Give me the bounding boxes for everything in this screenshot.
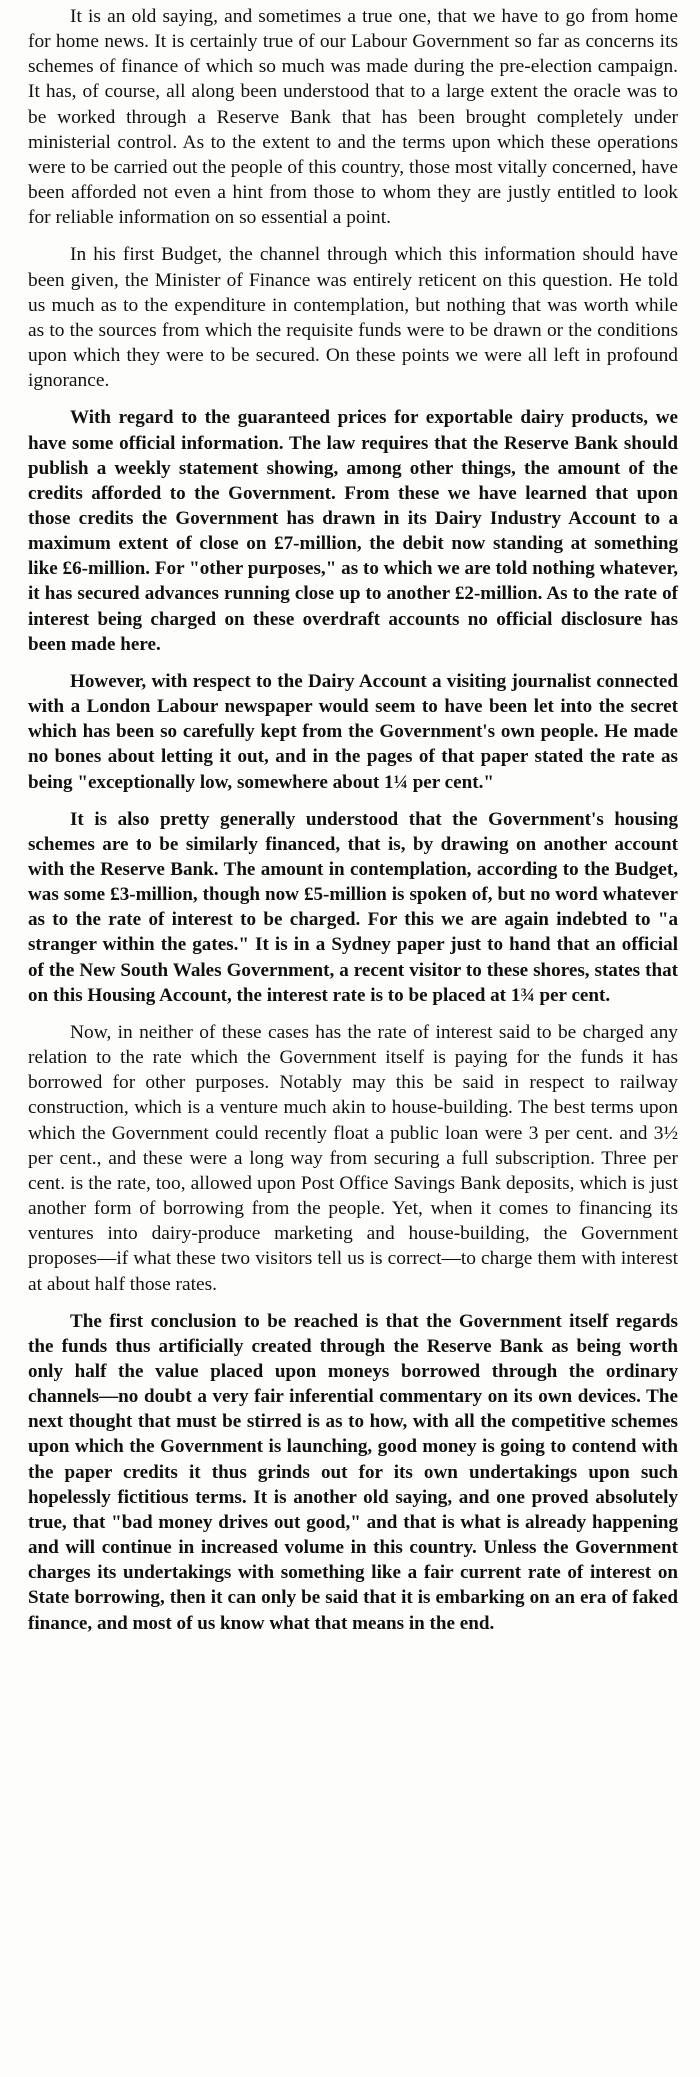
paragraph-4: However, with respect to the Dairy Account a visiting journalist connected with a London Labour newspaper would seem to have been let into the secret which has been so carefully kept from the Government's own people. He made no bones about letting it out, and in the pages of that paper stated the rate as being "exceptionally low, somewhere about 1¼ per cent." [28, 670, 678, 793]
paragraph-3: With regard to the guaranteed prices for exportable dairy products, we have some official information. The law requires that the Reserve Bank should publish a weekly statement showing, among other things, the amount of the credits afforded to the Government. From these we have learned that upon those credits the Government has drawn in its Dairy Industry Account to a maximum extent of close on £7-million, the debit now standing at something like £6-million. For "other purposes," as to which we are told nothing whatever, it has secured advances running close up to another £2-million. As to the rate of interest being charged on these overdraft accounts no official disclosure has been made here. [28, 407, 678, 655]
article-column [28, 4, 678, 1636]
paragraph-7: The first conclusion to be reached is that the Government itself regards the funds thus artificially created through the Reserve Bank as being worth only half the value placed upon moneys borrowed through the ordinary channels—no doubt a very fair inferential commentary on its own devices. The next thought that must be stirred is as to how, with all the competitive schemes upon which the Government is launching, good money is going to contend with the paper credits it thus grinds out for its own undertakings upon such hopelessly fictitious terms. It is another old saying, and one proved absolutely true, that "bad money drives out good," and that is what is already happening and will continue in increased volume in this country. Unless the Government charges its undertakings with something like a fair current rate of interest on State borrowing, then it can only be said that it is embarking on an era of faked finance, and most of us know what that means in the end. [28, 1310, 678, 1634]
paragraph-6: Now, in neither of these cases has the rate of interest said to be charged any relation to the rate which the Government itself is paying for the funds it has borrowed for other purposes. Notably may this be said in respect to railway construction, which is a venture much akin to house-building. The best terms upon which the Government could recently float a public loan were 3 per cent. and 3½ per cent., and these were a long way from securing a full subscription. Three per cent. is the rate, too, allowed upon Post Office Savings Bank deposits, which is just another form of borrowing from the people. Yet, when it comes to financing its ventures into dairy-produce marketing and house-building, the Government proposes—if what these two visitors tell us is correct—to charge them with interest at about half those rates. [28, 1021, 678, 1295]
paragraph-5: It is also pretty generally understood that the Government's housing schemes are to be similarly financed, that is, by drawing on another account with the Reserve Bank. The amount in contemplation, according to the Budget, was some £3-million, though now £5-million is spoken of, but no word whatever as to the rate of interest to be charged. For this we are again indebted to "a stranger within the gates." It is in a Sydney paper just to hand that an official of the New South Wales Government, a recent visitor to these shores, states that on this Housing Account, the interest rate is to be placed at 1¾ per cent. [28, 808, 678, 1006]
paragraph-2: In his first Budget, the channel through which this information should have been given, the Minister of Finance was entirely reticent on this question. He told us much as to the expenditure in contemplation, but nothing that was worth while as to the sources from which the requisite funds were to be drawn or the conditions upon which they were to be secured. On these points we were all left in profound ignorance. [28, 244, 678, 392]
paragraph-1: It is an old saying, and sometimes a true one, that we have to go from home for home news. It is certainly true of our Labour Government so far as concerns its schemes of finance of which so much was made during the pre-election campaign. It has, of course, all along been understood that to a large extent the oracle was to be worked through a Reserve Bank that has been brought completely under ministerial control. As to the extent to and the terms upon which these operations were to be carried out the people of this country, those most vitally concerned, have been afforded not even a hint from those to whom they are justly entitled to look for reliable information on so essential a point. [28, 6, 678, 229]
